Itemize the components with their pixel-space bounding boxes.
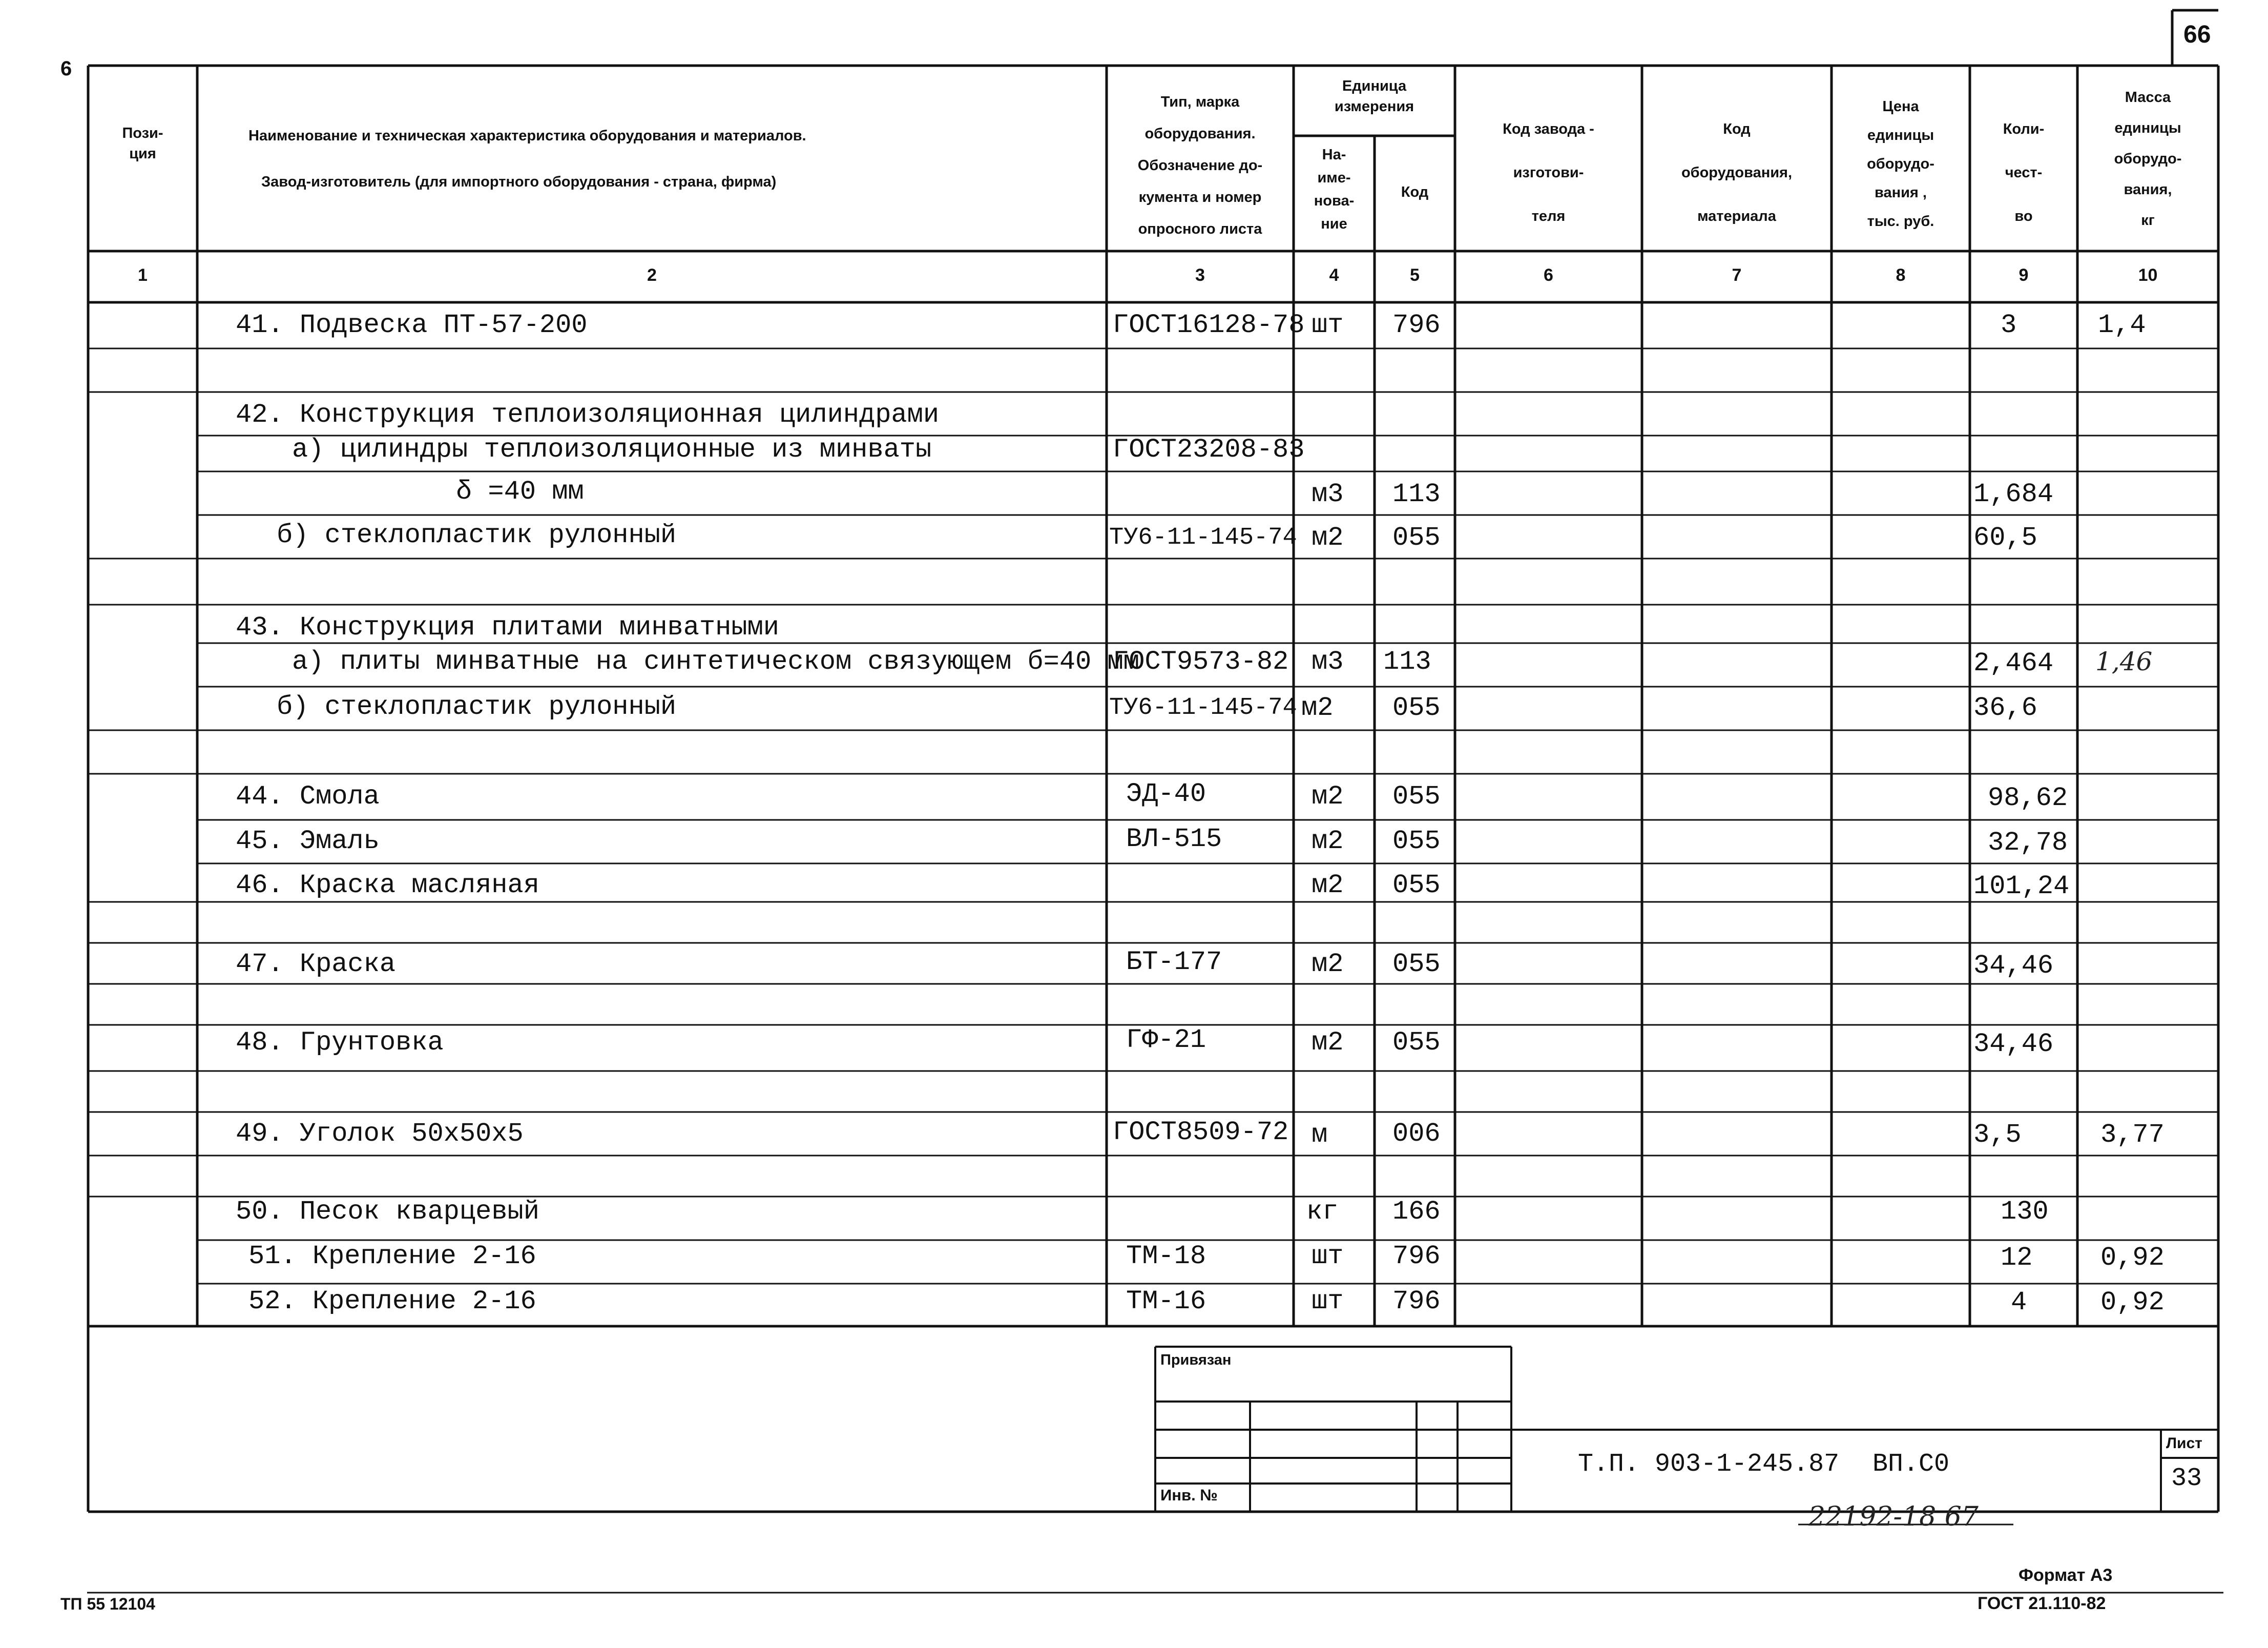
row-qty: 130 xyxy=(2001,1197,2049,1227)
row-mass: 3,77 xyxy=(2100,1120,2165,1150)
row-name: б) стеклопластик рулонный xyxy=(277,520,677,550)
row-qty: 101,24 xyxy=(1973,871,2070,901)
row-code: 796 xyxy=(1392,1241,1441,1271)
sheet-number: 33 xyxy=(2171,1464,2202,1493)
row-qty: 34,46 xyxy=(1973,951,2054,981)
row-code: 006 xyxy=(1392,1119,1441,1149)
row-code: 055 xyxy=(1392,870,1441,900)
row-type: ТУ6-11-145-74 xyxy=(1109,524,1297,551)
row-qty: 34,46 xyxy=(1973,1029,2054,1059)
stamp-inv-label: Инв. № xyxy=(1160,1486,1218,1504)
row-name: 41. Подвеска ПТ-57-200 xyxy=(236,310,588,340)
row-code: 796 xyxy=(1392,310,1441,340)
row-qty: 60,5 xyxy=(1973,523,2037,553)
row-unit: шт xyxy=(1312,1241,1344,1271)
row-code: 113 xyxy=(1392,479,1441,509)
row-mass: 1,4 xyxy=(2098,310,2146,340)
row-unit: м3 xyxy=(1312,647,1344,677)
row-type: ТМ-16 xyxy=(1126,1286,1206,1316)
row-type: ТУ6-11-145-74 xyxy=(1109,694,1297,722)
row-unit: кг xyxy=(1306,1197,1339,1227)
row-unit: м2 xyxy=(1312,781,1344,812)
corner-right-mark: 66 xyxy=(2183,21,2211,48)
row-name: 47. Краска xyxy=(236,949,396,979)
header-col-4: На- име- нова- ние xyxy=(1314,147,1355,232)
row-mass: 1,46 xyxy=(2095,647,2153,676)
row-unit: м2 xyxy=(1301,693,1334,723)
row-unit: м2 xyxy=(1312,870,1344,900)
row-name: 42. Конструкция теплоизоляционная цилиндрами xyxy=(236,400,940,430)
row-name: δ =40 мм xyxy=(456,477,584,507)
corner-left-mark: 6 xyxy=(60,57,72,80)
column-number: 6 xyxy=(1544,265,1553,285)
row-type: БТ-177 xyxy=(1126,947,1222,977)
row-type: ВЛ-515 xyxy=(1126,824,1222,854)
header-col-3: Тип, марка оборудования. Обозначение до- кумента и номер опросного листа xyxy=(1137,94,1263,237)
row-qty: 1,684 xyxy=(1973,479,2054,509)
row-unit: шт xyxy=(1312,1286,1344,1316)
column-number: 9 xyxy=(2019,265,2029,285)
row-code: 796 xyxy=(1392,1286,1441,1316)
column-number: 4 xyxy=(1329,265,1339,285)
row-code: 055 xyxy=(1392,826,1441,856)
header-col-7: Код оборудования, материала xyxy=(1681,121,1793,224)
row-name: а) цилиндры теплоизоляционные из минваты xyxy=(292,435,932,465)
row-name: 50. Песок кварцевый xyxy=(236,1197,539,1227)
row-type: ГФ-21 xyxy=(1126,1025,1206,1055)
bottom-left-code: ТП 55 12104 xyxy=(60,1595,155,1613)
row-unit: м2 xyxy=(1312,949,1344,979)
header-col-4-5-group: Единица измерения xyxy=(1334,78,1414,115)
row-name: 48. Грунтовка xyxy=(236,1027,444,1058)
header-col-10: Масса единицы оборудо- вания, кг xyxy=(2114,89,2182,229)
row-type: ГОСТ23208-83 xyxy=(1113,435,1305,465)
row-qty: 3,5 xyxy=(1973,1120,2022,1150)
document-section: ВП.С0 xyxy=(1872,1450,1950,1479)
stamp-tied-label: Привязан xyxy=(1160,1352,1232,1368)
row-type: ГОСТ9573-82 xyxy=(1113,647,1289,677)
row-name: 43. Конструкция плитами минватными xyxy=(236,612,779,643)
header-col-5: Код xyxy=(1401,184,1429,200)
row-code: 055 xyxy=(1392,523,1441,553)
row-name: а) плиты минватные на синтетическом связующем б=40 мм xyxy=(292,647,1139,677)
row-name: 52. Крепление 2-16 xyxy=(248,1286,536,1316)
row-name: 45. Эмаль xyxy=(236,826,380,856)
row-unit: м2 xyxy=(1312,826,1344,856)
column-number: 5 xyxy=(1410,265,1420,285)
row-unit: шт xyxy=(1312,310,1344,340)
sheet-label: Лист xyxy=(2166,1435,2202,1452)
row-qty: 12 xyxy=(2001,1243,2033,1273)
row-qty: 98,62 xyxy=(1988,783,2068,813)
row-code: 055 xyxy=(1392,949,1441,979)
row-mass: 0,92 xyxy=(2100,1243,2165,1273)
row-name: 44. Смола xyxy=(236,781,380,812)
row-code: 055 xyxy=(1392,1027,1441,1058)
row-qty: 36,6 xyxy=(1973,693,2037,723)
row-code: 166 xyxy=(1392,1197,1441,1227)
row-unit: м2 xyxy=(1312,1027,1344,1058)
header-col-9: Коли- чест- во xyxy=(2003,121,2045,224)
row-qty: 4 xyxy=(2011,1287,2027,1317)
handwritten-note: 22192-18 67 xyxy=(1808,1501,1979,1532)
column-number: 1 xyxy=(138,265,148,285)
row-name: б) стеклопластик рулонный xyxy=(277,692,677,722)
gost-label: ГОСТ 21.110-82 xyxy=(1978,1594,2106,1613)
row-name: 49. Уголок 50х50х5 xyxy=(236,1119,524,1149)
row-code: 113 xyxy=(1383,647,1431,677)
row-name: 46. Краска масляная xyxy=(236,870,539,900)
header-col-2: Наименование и техническая характеристика оборудования и материалов. Завод-изготовитель (для импортного оборудования - страна, фирма) xyxy=(248,128,806,190)
row-qty: 3 xyxy=(2001,310,2017,340)
header-col-6: Код завода - изготови- теля xyxy=(1503,121,1594,224)
row-unit: м3 xyxy=(1312,479,1344,509)
row-type: ГОСТ16128-78 xyxy=(1113,310,1305,340)
header-col-8: Цена единицы оборудо- вания , тыс. руб. xyxy=(1867,98,1934,230)
row-mass: 0,92 xyxy=(2100,1287,2165,1317)
row-qty: 2,464 xyxy=(1973,648,2054,678)
document-code: Т.П. 903-1-245.87 xyxy=(1578,1450,1840,1479)
row-type: ЭД-40 xyxy=(1126,779,1206,809)
column-number: 3 xyxy=(1195,265,1205,285)
column-number: 10 xyxy=(2138,265,2158,285)
row-unit: м xyxy=(1312,1120,1328,1150)
header-col-1: Пози- ция xyxy=(122,125,163,162)
format-label: Формат А3 xyxy=(2019,1565,2113,1585)
row-code: 055 xyxy=(1392,693,1441,723)
column-number: 7 xyxy=(1732,265,1742,285)
row-type: ТМ-18 xyxy=(1126,1241,1206,1271)
row-name: 51. Крепление 2-16 xyxy=(248,1241,536,1271)
column-number: 8 xyxy=(1896,265,1906,285)
row-type: ГОСТ8509-72 xyxy=(1113,1117,1289,1147)
row-unit: м2 xyxy=(1312,523,1344,553)
column-number: 2 xyxy=(647,265,657,285)
row-qty: 32,78 xyxy=(1988,828,2068,858)
row-code: 055 xyxy=(1392,781,1441,812)
